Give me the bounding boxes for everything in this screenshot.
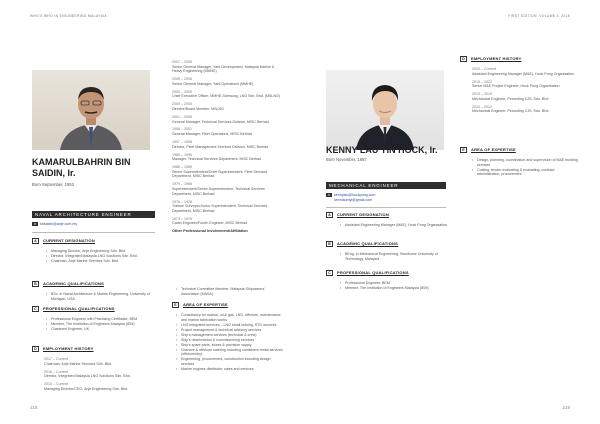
section-letter: E [460, 147, 467, 153]
section-employment-history [32, 346, 94, 352]
list-item: • Professional Engineer, BEM [340, 281, 448, 286]
portrait-kamarulbahrin [32, 70, 150, 150]
employment-entry [172, 182, 282, 196]
list-item: • Chartered Engineer, UK [46, 327, 150, 332]
entry-years: 1986 – 1989 [172, 165, 192, 170]
entry-role: Director, Fleet Management Services Division, MISC Berhad [172, 144, 269, 149]
list-item: • Ship's new/revision & commissioning services [176, 338, 284, 343]
page-number: 218 [30, 405, 38, 410]
section-letter: C [326, 270, 333, 276]
section-area-of-expertise [460, 147, 516, 153]
list-item: • Member, The Institution of Engineers Malaysia (IEM) [340, 286, 448, 291]
entry-years: 2001 – 2005 [172, 114, 192, 119]
professional-list [340, 281, 448, 291]
list-item: • Chairman, Anje Marine Services Sdn. Bhd. [46, 259, 150, 264]
employment-entry [172, 115, 282, 124]
section-title: AREA OF EXPERTISE [471, 147, 516, 153]
entry-years: 2000 – 2000 [172, 102, 192, 107]
entry-years: 2022 – Current [472, 67, 496, 71]
section-letter: E [172, 302, 179, 308]
expertise-list [176, 313, 284, 372]
employment-entries [44, 357, 148, 395]
section-letter: A [326, 212, 333, 218]
list-item: • Ship's spare parts, stores & provision supply [176, 343, 284, 348]
section-letter: B [32, 281, 39, 287]
section-letter: C [32, 306, 39, 312]
entry-years: 2016 – Current [44, 369, 68, 374]
entry-role: Chief Executive Officer, MMHE-Samsung, LNG Sdn. Bhd. (MSLNG) [172, 94, 280, 99]
employment-entry [44, 370, 148, 379]
employment-entry [172, 165, 282, 179]
employment-entry [172, 77, 282, 86]
section-letter: A [32, 238, 39, 244]
entry-role: General Manager, Fleet Operations, MISC Berhad [172, 132, 252, 137]
email-text[interactable]: kbsaidin@anje.com.my [40, 222, 78, 226]
running-head: FIRST EDITION, VOLUME 4, 2018 [508, 14, 570, 18]
entry-role: General Manager, Technical Services Division, MISC Berhad [172, 119, 269, 124]
entry-role: Managing Director/CEO, Anje Engineering Sdn. Bhd. [44, 386, 129, 391]
designation-list [46, 249, 150, 264]
entry-years: 1976 – 1978 [172, 199, 192, 204]
list-item: • Member, The Institution of Engineers Malaysia (IEM) [46, 322, 150, 327]
entry-role: Mechanical Engineer, Perunding CJS, Sdn. Bhd. [472, 109, 550, 114]
employment-entry [472, 92, 576, 101]
list-item: • Consultancy for marine, oil & gas, LNG, offshore, maintenance and marine fabrication works [176, 313, 284, 322]
employment-entries [472, 67, 576, 117]
academic-list [46, 292, 150, 302]
list-item: • Ship's management services (technical & crew) [176, 333, 284, 338]
list-item: • Director, Integrated Malaysia LNG Solutions Sdn. Bhd. [46, 254, 150, 259]
portrait-kenny-lau [326, 70, 444, 150]
section-letter: D [32, 346, 39, 352]
profession-banner: NAVAL ARCHITECTURE ENGINEER [32, 211, 155, 218]
entry-years: 1989 – 1996 [172, 152, 192, 157]
list-item: • Professional Engineer with Practising Certificate, BEM [46, 317, 150, 322]
employment-entry [472, 105, 576, 114]
entry-years: 1997 – 1998 [172, 140, 192, 145]
section-title: EMPLOYMENT HISTORY [43, 346, 94, 352]
employment-entry [44, 382, 148, 391]
section-area-of-expertise [172, 302, 228, 308]
entry-years: 1973 – 1976 [172, 216, 192, 221]
employment-entry [172, 127, 282, 136]
employment-entry [172, 217, 282, 226]
entry-years: 1998 – 2001 [172, 127, 192, 132]
list-item: • LNG integrated services – LNG small bulking, RTG services [176, 323, 284, 328]
employment-entry [172, 60, 282, 74]
section-academic-qualifications [32, 281, 104, 287]
profession-banner: MECHANICAL ENGINEER [326, 182, 446, 189]
email-icon: ✉ [33, 222, 37, 227]
entry-role: Mechanical Engineer, Perunding CJS, Sdn. Bhd. [472, 96, 550, 101]
entry-role: Cadet Engineer/Fourth Engineer, MISC Berhad [172, 221, 248, 226]
section-current-designation [32, 238, 95, 244]
page-number: 219 [562, 405, 570, 410]
list-item: • Managing Director, Anje Engineering Sdn. Bhd. [46, 249, 150, 254]
section-professional-qualifications [326, 270, 409, 276]
employment-entries-continued [172, 60, 282, 234]
section-letter: B [326, 241, 333, 247]
list-item: • Assistant Engineering Manager (M&E), Hock Pong Organisation [340, 223, 448, 228]
section-title: ACADEMIC QUALIFICATIONS [337, 241, 398, 247]
section-letter: D [460, 56, 467, 62]
list-item: • Design, planning, coordination and supervision of M&E building services [472, 158, 578, 167]
list-item: • Onshore & offshore catering including containers rental services (offshore/dry) [176, 348, 284, 357]
section-professional-qualifications [32, 306, 115, 312]
section-current-designation [326, 212, 389, 218]
entry-role: Director/Board Member, MSLNG [172, 106, 224, 111]
employment-entry [472, 80, 576, 89]
entry-years: 2005 – 2006 [172, 77, 192, 82]
entry-role: Superintendent/Senior Superintendent, Technical Services Department, MISC Berhad [172, 186, 265, 196]
entry-role: Assistant Engineering Manager (M&E), Hock Pong Organisation [472, 71, 575, 76]
entry-role: Manager, Technical Services Department, MISC Berhad [172, 157, 262, 162]
section-title: EMPLOYMENT HISTORY [471, 56, 522, 62]
right-page [300, 0, 600, 424]
running-head: WHO'S WHO IN ENGINEERING MALAYSIA [30, 14, 107, 18]
academic-list [340, 252, 448, 262]
section-title: PROFESSIONAL QUALIFICATIONS [337, 270, 409, 276]
employment-entry [172, 153, 282, 162]
designation-list [340, 223, 448, 228]
entry-role: Senior M&E Project Engineer, Hock Pong Organisation [472, 84, 560, 89]
entry-role: Trainee Surveyor/Junior Superintendent, Technical Services Department, MISC Berhad [172, 204, 268, 213]
birth-date: Born November, 1987 [326, 157, 367, 162]
portrait-photo [326, 70, 444, 150]
list-item: • Technical Committee Member, Malaysia Shipowners' Association (MASA) [176, 287, 282, 296]
entry-years: 2017 – Current [44, 357, 68, 361]
section-title: PROFESSIONAL QUALIFICATIONS [43, 306, 115, 312]
divider [32, 232, 155, 233]
portrait-photo [32, 70, 150, 150]
section-title: CURRENT DESIGNATION [43, 238, 95, 244]
employment-entry [172, 90, 282, 99]
list-item: • Project management & technical advisory services [176, 328, 284, 333]
contact-email-alt[interactable]: kennlaumyi@gmail.com [334, 198, 373, 202]
expertise-list [472, 158, 578, 177]
entry-years: 1979 – 1985 [172, 182, 192, 187]
list-item: • Marine engines distributor, sales and services [176, 367, 284, 372]
section-title: ACADEMIC QUALIFICATIONS [43, 281, 104, 287]
entry-years: 2010 – Current [44, 382, 68, 387]
person-name [32, 157, 131, 178]
employment-entry [172, 200, 282, 214]
person-name-line2: SAIDIN, Ir. [32, 167, 76, 178]
list-item: • BEng. in Mechanical Engineering, Swinburne University of Technology, Malaysia [340, 252, 448, 261]
contact-email[interactable] [32, 222, 77, 227]
entry-role: Senior General Manager, Yard Development, Malaysia Marine & Heavy Engineering (MMHE) [172, 64, 275, 74]
list-item: • BSc. in Naval Architecture & Marine Engineering, University of Michigan, USA [46, 292, 150, 301]
section-employment-history [460, 56, 522, 62]
birth-date: Born September, 1953 [32, 182, 74, 187]
employment-entry [472, 67, 576, 76]
entry-years: 2007 – 2009 [172, 60, 192, 64]
section-academic-qualifications [326, 241, 398, 247]
section-title: CURRENT DESIGNATION [337, 212, 389, 218]
entry-years: 2019 – 2022 [472, 79, 492, 84]
employment-entry [172, 140, 282, 149]
entry-role: Senior Superintendent/Chief Superintendent, Fleet Services Department, MISC Berhad [172, 169, 268, 179]
other-involvement-list [176, 287, 282, 297]
entry-role: Chairman, Anje Marine Services Sdn. Bhd. [44, 361, 113, 366]
other-involvement-heading: Other Professional Involvement/Affiliation [172, 229, 248, 234]
entry-years: 2000 – 2005 [172, 89, 192, 94]
divider [326, 207, 446, 208]
entry-years: 2013 – 2019 [472, 92, 492, 97]
email-icon: ✉ [327, 193, 331, 198]
section-title: AREA OF EXPERTISE [183, 302, 228, 308]
person-name-line1: KAMARULBAHRIN BIN [32, 157, 131, 167]
email-text[interactable]: kennylau@hockpong.com [334, 193, 376, 197]
employment-entry [172, 102, 282, 111]
entry-years: 2010 – 2012 [472, 104, 492, 109]
entry-role: Senior General Manager, Yard Operations (MMHE) [172, 81, 254, 86]
list-item: • Costing, tender evaluating & evaluating, contract administration, procurement [472, 168, 578, 177]
list-item: • Engineering, procurement, construction including design services [176, 357, 284, 366]
person-name: KENNY LAU YIN HOCK, Ir. [326, 145, 438, 155]
entry-role: Director, Integrated Malaysia LNG Solutions Sdn. Bhd. [44, 374, 131, 379]
employment-entry [44, 357, 148, 366]
professional-list [46, 317, 150, 332]
